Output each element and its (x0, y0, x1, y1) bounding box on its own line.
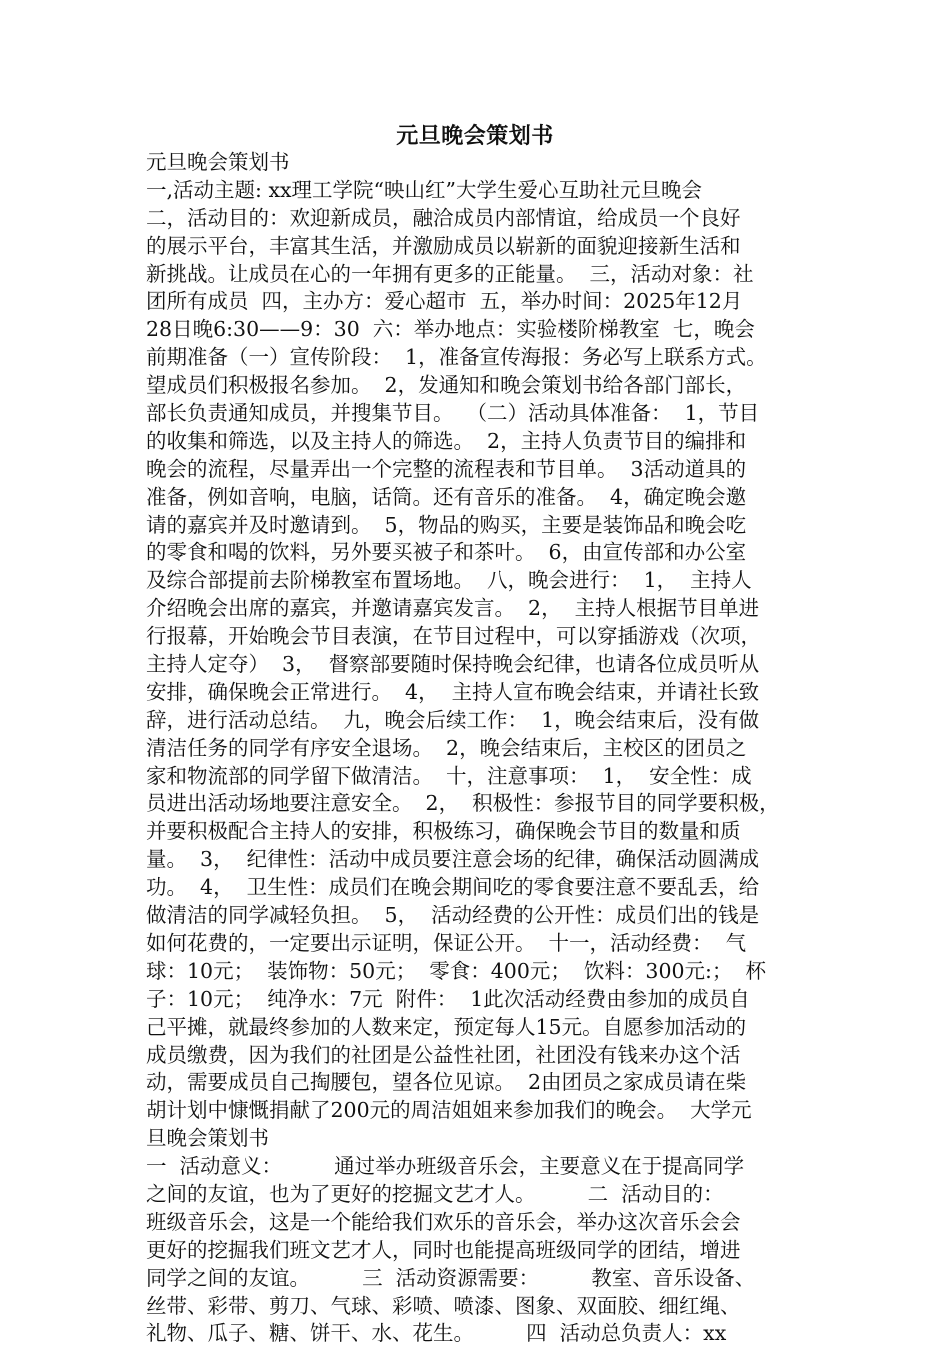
body-line: 清洁任务的同学有序安全退场。 2，晚会结束后，主校区的团员之 (146, 735, 747, 760)
body-line: 员进出活动场地要注意安全。 2， 积极性：参报节目的同学要积极， (146, 791, 780, 816)
body-line: 部长负责通知成员，并搜集节目。 （二）活动具体准备： 1，节目 (146, 401, 760, 426)
body-line: 胡计划中慷慨捐献了200元的周洁姐姐来参加我们的晚会。 大学元 (146, 1098, 752, 1123)
body-line: 礼物、瓜子、糖、饼干、水、花生。 四 活动总负责人：xx (146, 1321, 727, 1346)
body-line: 28日晚6:30——9：30 六：举办地点：实验楼阶梯教室 七，晚会 (146, 317, 755, 342)
body-line: 的零食和喝的饮料，另外要买被子和茶叶。 6，由宣传部和办公室 (146, 540, 747, 565)
document-body (146, 149, 826, 1348)
body-line: 主持人定夺） 3， 督察部要随时保持晚会纪律，也请各位成员听从 (146, 652, 760, 677)
body-line: 前期准备（一）宣传阶段： 1，准备宣传海报：务必写上联系方式。 (146, 345, 767, 370)
body-line: 一 活动意义： 通过举办班级音乐会，主要意义在于提高同学 (146, 1154, 745, 1179)
body-line: 做清洁的同学减轻负担。 5， 活动经费的公开性：成员们出的钱是 (146, 903, 760, 928)
body-line: 晚会的流程，尽量弄出一个完整的流程表和节目单。 3活动道具的 (146, 456, 747, 481)
body-line: 旦晚会策划书 (146, 1126, 269, 1151)
body-line: 成员缴费，因为我们的社团是公益性社团，社团没有钱来办这个活 (146, 1042, 741, 1067)
body-line: 动，需要成员自己掏腰包，望各位见谅。 2由团员之家成员请在柴 (146, 1070, 747, 1095)
body-line: 团所有成员 四，主办方：爱心超市 五，举办时间：2025年12月 (146, 289, 743, 314)
body-line: 球：10元； 装饰物：50元； 零食：400元； 饮料：300元:； 杯 (146, 958, 766, 983)
body-line: 的展示平台，丰富其生活，并激励成员以崭新的面貌迎接新生活和 (146, 233, 741, 258)
document-title: 元旦晚会策划书 (396, 123, 554, 149)
body-line: 新挑战。让成员在心的一年拥有更多的正能量。 三，活动对象：社 (146, 261, 754, 286)
body-line: 之间的友谊，也为了更好的挖掘文艺才人。 二 活动目的： (146, 1181, 724, 1206)
body-line: 行报幕，开始晚会节目表演，在节目过程中，可以穿插游戏（次项， (146, 624, 761, 649)
body-line: 丝带、彩带、剪刀、气球、彩喷、喷漆、图象、双面胶、细红绳、 (146, 1293, 741, 1318)
body-line: 一,活动主题: xx理工学院“映山红”大学生爱心互助社元旦晚会 (146, 177, 703, 202)
body-line: 望成员们积极报名参加。 2，发通知和晚会策划书给各部门部长， (146, 373, 747, 398)
body-line: 的收集和筛选，以及主持人的筛选。 2，主持人负责节目的编排和 (146, 428, 747, 453)
body-line: 二，活动目的：欢迎新成员，融洽成员内部情谊，给成员一个良好 (146, 205, 741, 230)
body-line: 介绍晚会出席的嘉宾，并邀请嘉宾发言。 2， 主持人根据节目单进 (146, 596, 760, 621)
body-line: 量。 3， 纪律性：活动中成员要注意会场的纪律，确保活动圆满成 (146, 847, 760, 872)
body-line: 辞，进行活动总结。 九，晚会后续工作： 1，晚会结束后，没有做 (146, 707, 760, 732)
body-line: 更好的挖掘我们班文艺才人，同时也能提高班级同学的团结，增进 (146, 1237, 741, 1262)
body-line: 子：10元； 纯净水：7元 附件： 1此次活动经费由参加的成员自 (146, 986, 750, 1011)
body-line: 准备，例如音响，电脑，话筒。还有音乐的准备。 4，确定晚会邀 (146, 484, 747, 509)
body-line: 请的嘉宾并及时邀请到。 5，物品的购买，主要是装饰品和晚会吃 (146, 512, 747, 537)
body-line: 元旦晚会策划书 (146, 150, 290, 174)
body-line: 班级音乐会，这是一个能给我们欢乐的音乐会，举办这次音乐会会 (146, 1209, 741, 1234)
body-line: 家和物流部的同学留下做清洁。 十，注意事项： 1， 安全性：成 (146, 763, 752, 788)
body-line: 及综合部提前去阶梯教室布置场地。 八，晚会进行： 1， 主持人 (146, 568, 752, 593)
body-line: 如何花费的，一定要出示证明，保证公开。 十一，活动经费： 气 (146, 930, 747, 955)
body-line: 并要积极配合主持人的安排，积极练习，确保晚会节目的数量和质 (146, 819, 741, 844)
body-line: 同学之间的友谊。 三 活动资源需要： 教室、音乐设备、 (146, 1265, 756, 1290)
body-line: 己平摊，就最终参加的人数来定，预定每人15元。自愿参加活动的 (146, 1014, 747, 1039)
body-line: 安排，确保晚会正常进行。 4， 主持人宣布晚会结束，并请社长致 (146, 679, 760, 704)
body-line: 功。 4， 卫生性：成员们在晚会期间吃的零食要注意不要乱丢，给 (146, 875, 760, 900)
